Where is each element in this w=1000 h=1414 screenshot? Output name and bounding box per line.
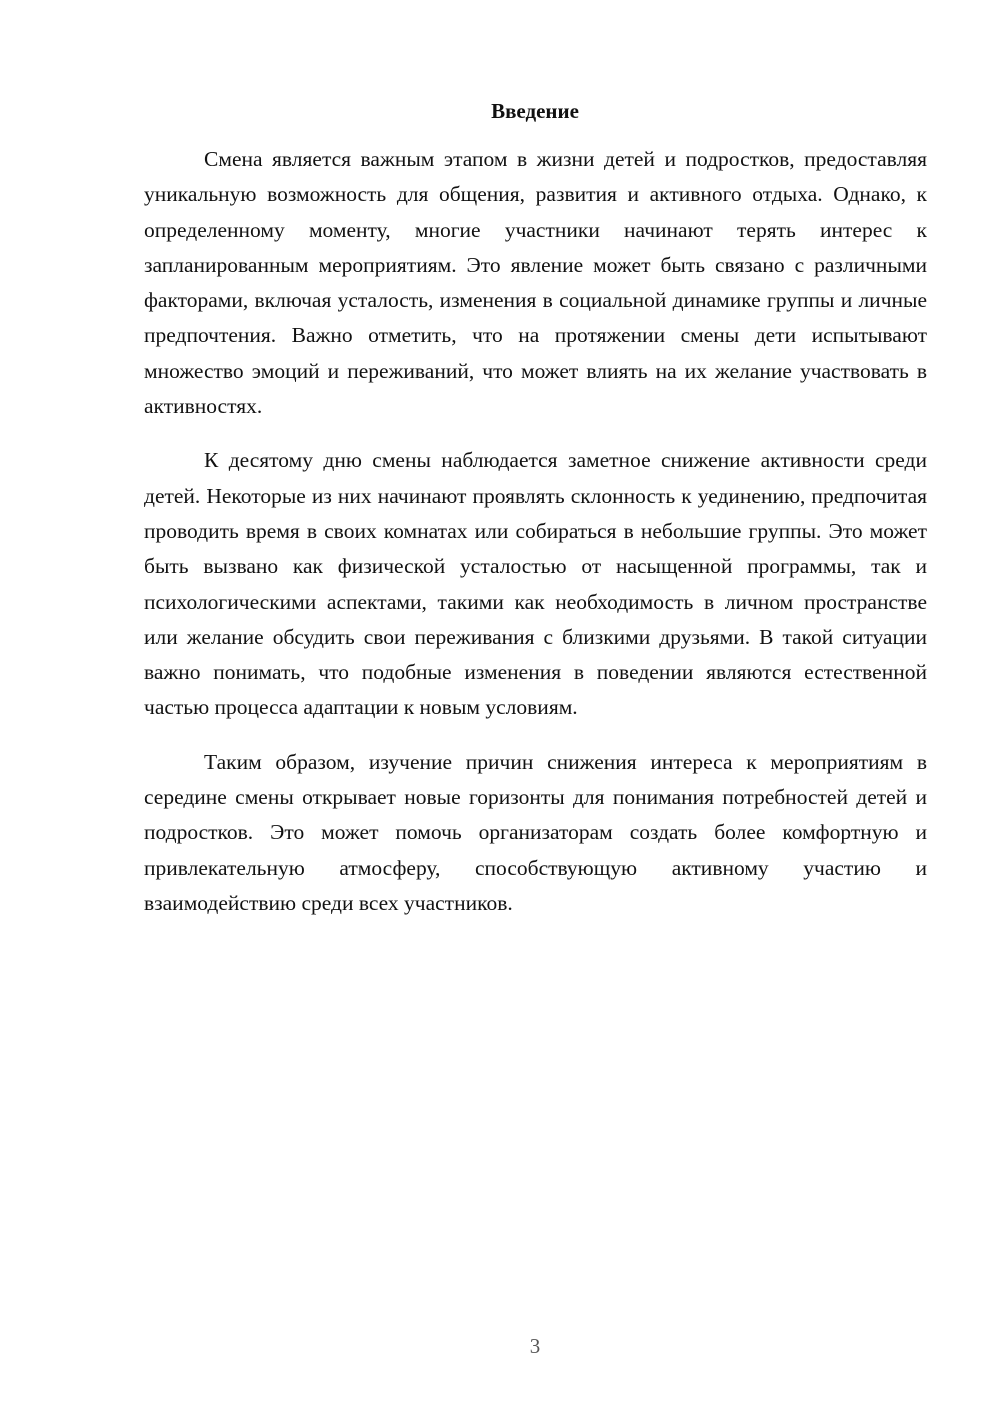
page-number: 3 <box>529 1334 541 1358</box>
paragraph-3: Таким образом, изучение причин снижения интереса к мероприятиям в середине смены открывает новые горизонты для понимания потребностей детей и подростков. Это может помочь организаторам создать более комфортную и привлекательную атмосферу, способствующую активному участию и взаимодействию среди всех участников. <box>144 749 927 915</box>
page-title: Введение <box>491 99 579 123</box>
paragraph-2: К десятому дню смены наблюдается заметное снижение активности среди детей. Некоторые из них начинают проявлять склонность к уединению, предпочитая проводить время в своих комнатах или собираться в небольшие группы. Это может быть вызвано как физической усталостью от насыщенной программы, так и психологическими аспектами, такими как необходимость в личном пространстве или желание обсудить свои переживания с близкими друзьями. В такой ситуации важно понимать, что подобные изменения в поведении являются естественной частью процесса адаптации к новым условиям. <box>144 448 927 720</box>
paragraph-1: Смена является важным этапом в жизни детей и подростков, предоставляя уникальную возможность для общения, развития и активного отдыха. Однако, к определенному моменту, многие участники начинают терять интерес к запланированным мероприятиям. Это явление может быть связано с различными факторами, включая усталость, изменения в социальной динамике группы и личные предпочтения. Важно отметить, что на протяжении смены дети испытывают множество эмоций и переживаний, что может влиять на их желание участвовать в активностях. <box>144 147 927 419</box>
body-text <box>144 142 927 940</box>
